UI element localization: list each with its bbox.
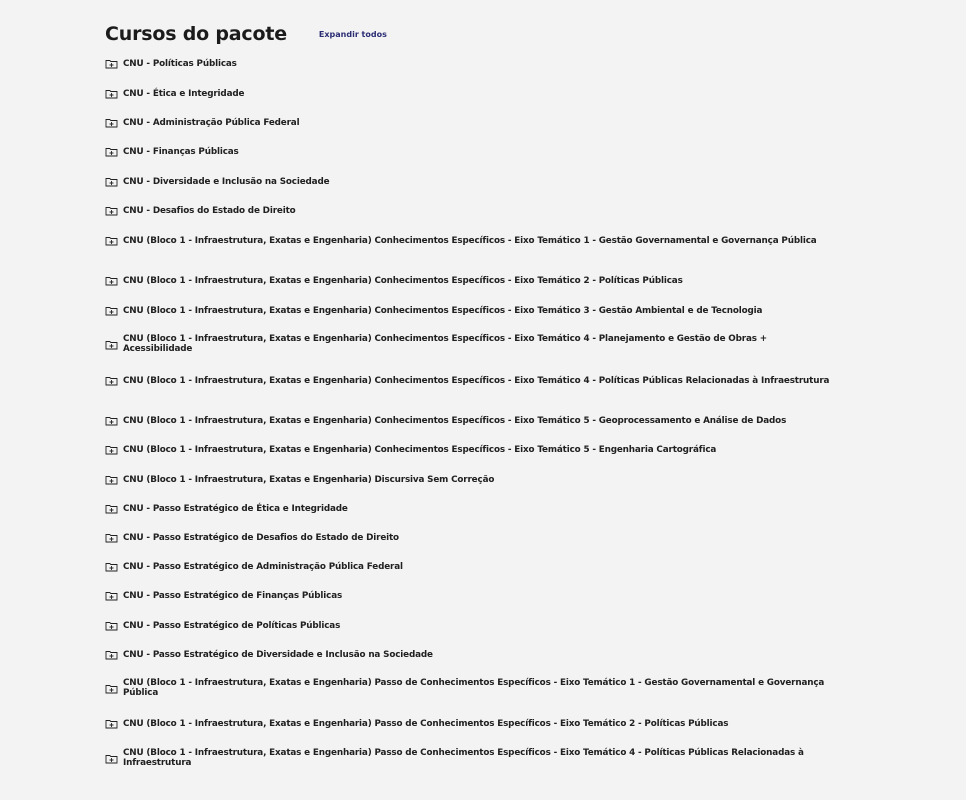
folder-plus-icon bbox=[105, 339, 118, 350]
folder-plus-icon bbox=[105, 503, 118, 514]
folder-plus-icon bbox=[105, 205, 118, 216]
folder-plus-icon bbox=[105, 718, 118, 729]
course-title: CNU - Administração Pública Federal bbox=[123, 117, 300, 128]
folder-plus-icon bbox=[105, 532, 118, 543]
course-item[interactable] bbox=[105, 590, 845, 601]
course-item[interactable] bbox=[105, 176, 845, 187]
course-title: CNU - Passo Estratégico de Diversidade e Inclusão na Sociedade bbox=[123, 649, 433, 660]
course-title: CNU (Bloco 1 - Infraestrutura, Exatas e Engenharia) Conhecimentos Específicos - Eixo Temático 1 - Gestão Governamental e Governança Pública bbox=[123, 235, 817, 246]
course-item[interactable] bbox=[105, 305, 845, 316]
course-title: CNU - Ética e Integridade bbox=[123, 88, 245, 99]
folder-plus-icon bbox=[105, 683, 118, 694]
folder-plus-icon bbox=[105, 176, 118, 187]
folder-plus-icon bbox=[105, 305, 118, 316]
course-item[interactable] bbox=[105, 474, 845, 485]
course-title: CNU (Bloco 1 - Infraestrutura, Exatas e Engenharia) Conhecimentos Específicos - Eixo Temático 4 - Planejamento e Gestão de Obras + Acessibilidade bbox=[123, 334, 767, 354]
folder-plus-icon bbox=[105, 753, 118, 764]
folder-plus-icon bbox=[105, 474, 118, 485]
course-item[interactable] bbox=[105, 503, 845, 514]
course-title: CNU (Bloco 1 - Infraestrutura, Exatas e Engenharia) Passo de Conhecimentos Específicos - Eixo Temático 4 - Políticas Públicas Relacionadas à Infraestrutura bbox=[123, 748, 804, 768]
folder-plus-icon bbox=[105, 375, 118, 386]
course-item[interactable] bbox=[105, 620, 845, 631]
course-title: CNU (Bloco 1 - Infraestrutura, Exatas e Engenharia) Discursiva Sem Correção bbox=[123, 474, 495, 485]
course-title: CNU - Passo Estratégico de Administração Pública Federal bbox=[123, 561, 403, 572]
course-title: CNU - Diversidade e Inclusão na Sociedade bbox=[123, 176, 330, 187]
course-item[interactable] bbox=[105, 88, 845, 99]
course-item[interactable] bbox=[105, 375, 845, 386]
course-title: CNU - Políticas Públicas bbox=[123, 58, 237, 69]
expand-all-link[interactable]: Expandir todos bbox=[318, 30, 387, 39]
course-title: CNU (Bloco 1 - Infraestrutura, Exatas e Engenharia) Conhecimentos Específicos - Eixo Temático 3 - Gestão Ambiental e de Tecnologia bbox=[123, 305, 763, 316]
course-title: CNU (Bloco 1 - Infraestrutura, Exatas e Engenharia) Passo de Conhecimentos Específicos - Eixo Temático 1 - Gestão Governamental e Governança Pública bbox=[123, 678, 825, 698]
folder-plus-icon bbox=[105, 649, 118, 660]
course-title: CNU - Finanças Públicas bbox=[123, 146, 239, 157]
course-item[interactable] bbox=[105, 117, 845, 128]
course-item[interactable] bbox=[105, 235, 845, 246]
course-item[interactable] bbox=[105, 58, 845, 69]
folder-plus-icon bbox=[105, 88, 118, 99]
course-title: CNU (Bloco 1 - Infraestrutura, Exatas e Engenharia) Conhecimentos Específicos - Eixo Temático 2 - Políticas Públicas bbox=[123, 275, 683, 286]
course-item[interactable] bbox=[105, 561, 845, 572]
course-item[interactable] bbox=[105, 275, 845, 286]
folder-plus-icon bbox=[105, 415, 118, 426]
course-title: CNU (Bloco 1 - Infraestrutura, Exatas e Engenharia) Passo de Conhecimentos Específicos - Eixo Temático 2 - Políticas Públicas bbox=[123, 718, 729, 729]
course-item[interactable] bbox=[105, 748, 845, 768]
page-title: Cursos do pacote bbox=[105, 23, 287, 45]
course-title: CNU (Bloco 1 - Infraestrutura, Exatas e Engenharia) Conhecimentos Específicos - Eixo Temático 5 - Engenharia Cartográfica bbox=[123, 444, 717, 455]
course-title: CNU - Passo Estratégico de Políticas Públicas bbox=[123, 620, 341, 631]
folder-plus-icon bbox=[105, 590, 118, 601]
course-title: CNU - Passo Estratégico de Finanças Públicas bbox=[123, 590, 343, 601]
course-item[interactable] bbox=[105, 444, 845, 455]
course-title: CNU - Passo Estratégico de Ética e Integridade bbox=[123, 503, 348, 514]
folder-plus-icon bbox=[105, 146, 118, 157]
course-item[interactable] bbox=[105, 415, 845, 426]
page-header bbox=[105, 22, 387, 46]
folder-plus-icon bbox=[105, 275, 118, 286]
folder-plus-icon bbox=[105, 561, 118, 572]
course-item[interactable] bbox=[105, 532, 845, 543]
course-item[interactable] bbox=[105, 334, 845, 354]
course-item[interactable] bbox=[105, 678, 845, 698]
course-item[interactable] bbox=[105, 718, 845, 729]
course-item[interactable] bbox=[105, 205, 845, 216]
course-title: CNU - Desafios do Estado de Direito bbox=[123, 205, 296, 216]
folder-plus-icon bbox=[105, 117, 118, 128]
course-title: CNU (Bloco 1 - Infraestrutura, Exatas e Engenharia) Conhecimentos Específicos - Eixo Temático 5 - Geoprocessamento e Análise de Dados bbox=[123, 415, 787, 426]
folder-plus-icon bbox=[105, 444, 118, 455]
folder-plus-icon bbox=[105, 620, 118, 631]
course-title: CNU - Passo Estratégico de Desafios do Estado de Direito bbox=[123, 532, 399, 543]
course-title: CNU (Bloco 1 - Infraestrutura, Exatas e Engenharia) Conhecimentos Específicos - Eixo Temático 4 - Políticas Públicas Relacionadas à Infraestrutura bbox=[123, 375, 830, 386]
folder-plus-icon bbox=[105, 58, 118, 69]
folder-plus-icon bbox=[105, 235, 118, 246]
course-item[interactable] bbox=[105, 649, 845, 660]
course-item[interactable] bbox=[105, 146, 845, 157]
